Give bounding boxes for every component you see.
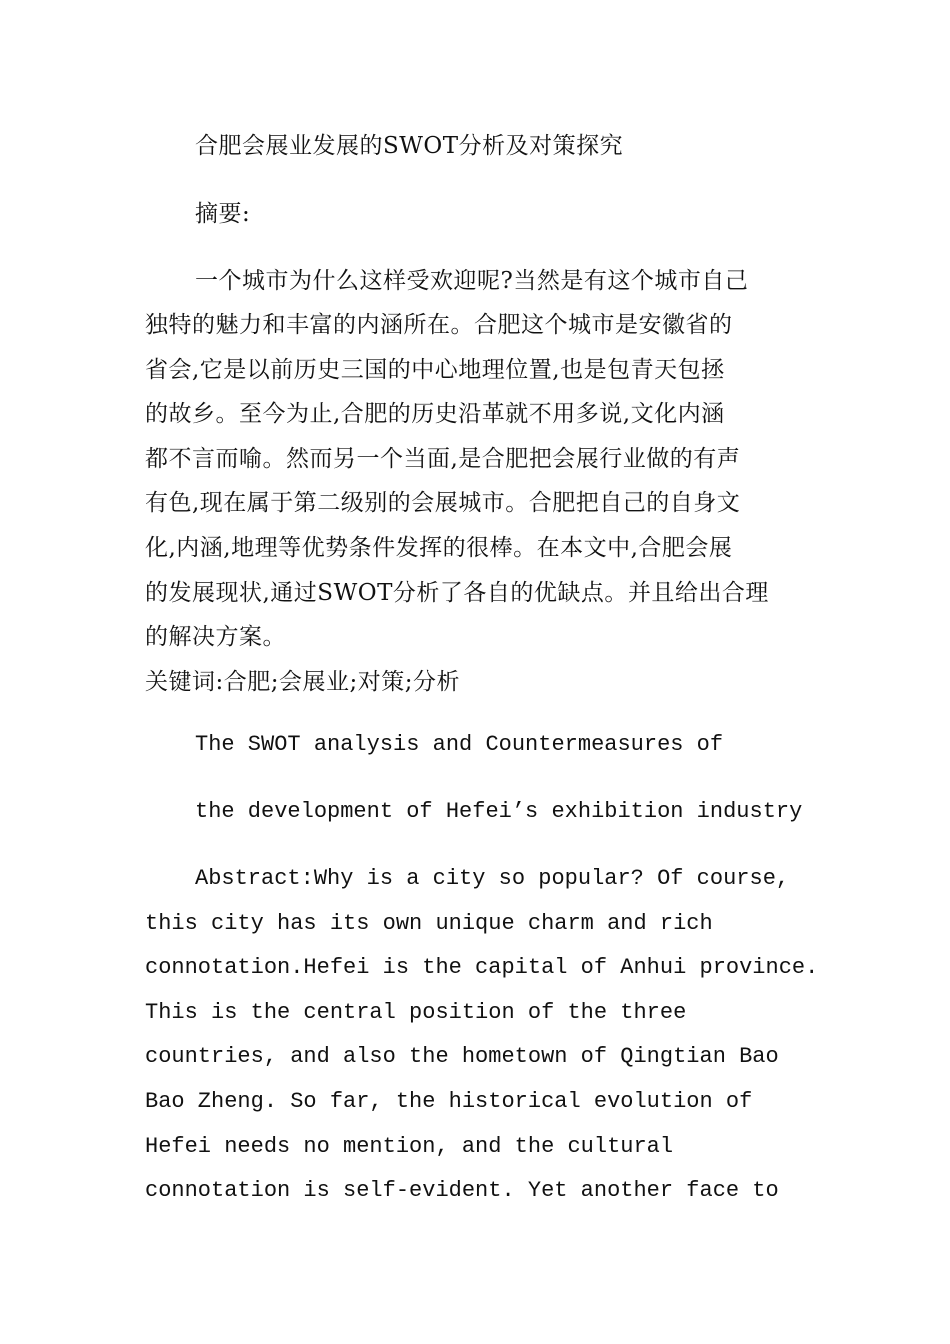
abstract-zh-line: 都不言而喻。然而另一个当面,是合肥把会展行业做的有声 [145, 446, 741, 472]
abstract-zh-line: 的故乡。至今为止,合肥的历史沿革就不用多说,文化内涵 [145, 401, 725, 427]
document-title-en-line-2: the development of Hefei’s exhibition industry [195, 799, 803, 824]
abstract-zh-line: 的发展现状,通过SWOT分析了各自的优缺点。并且给出合理 [145, 580, 769, 606]
abstract-zh-line: 的解决方案。 [145, 624, 286, 650]
document-title-en-line-1: The SWOT analysis and Countermeasures of [195, 732, 724, 757]
abstract-en-line: Bao Zheng. So far, the historical evolution of [145, 1089, 753, 1114]
keywords-zh: 关键词:合肥;会展业;对策;分析 [145, 669, 460, 695]
abstract-label-zh: 摘要: [195, 201, 251, 227]
abstract-zh-line: 化,内涵,地理等优势条件发挥的很棒。在本文中,合肥会展 [145, 535, 733, 561]
abstract-en-line: This is the central position of the three [145, 1000, 687, 1025]
document-title-zh: 合肥会展业发展的SWOT分析及对策探究 [195, 133, 624, 159]
abstract-en-line: connotation is self-evident. Yet another face to [145, 1178, 779, 1203]
abstract-en-line: countries, and also the hometown of Qingtian Bao [145, 1044, 779, 1069]
abstract-en-line: Hefei needs no mention, and the cultural [145, 1134, 674, 1159]
abstract-zh-line: 省会,它是以前历史三国的中心地理位置,也是包青天包拯 [145, 357, 725, 383]
abstract-en-line: this city has its own unique charm and rich [145, 911, 713, 936]
abstract-en-line: Abstract:Why is a city so popular? Of course, [195, 866, 790, 891]
abstract-zh-line: 独特的魅力和丰富的内涵所在。合肥这个城市是安徽省的 [145, 312, 733, 338]
abstract-zh-line: 一个城市为什么这样受欢迎呢?当然是有这个城市自己 [195, 268, 749, 294]
abstract-en-line: connotation.Hefei is the capital of Anhui province. [145, 955, 819, 980]
abstract-zh-line: 有色,现在属于第二级别的会展城市。合肥把自己的自身文 [145, 490, 741, 516]
